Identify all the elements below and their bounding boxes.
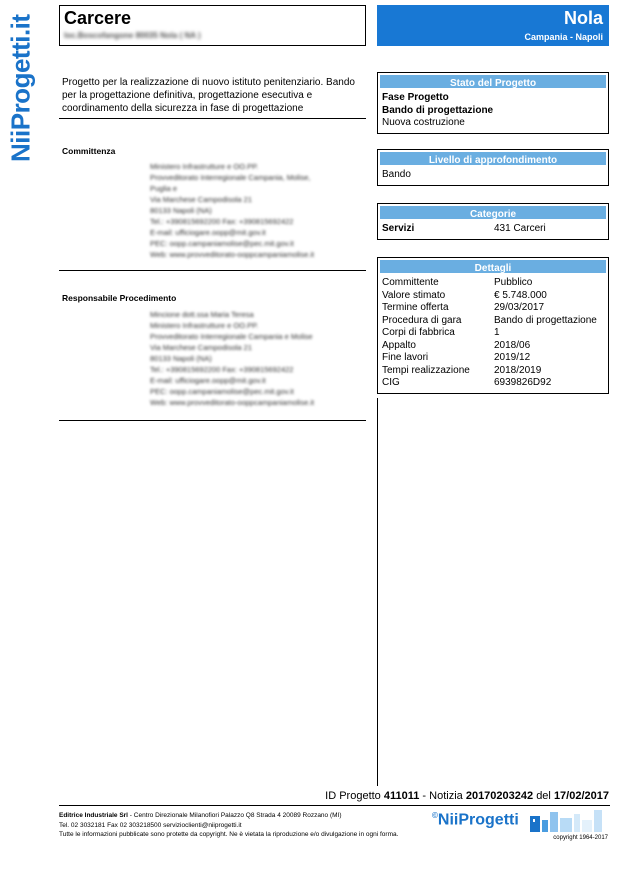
notizia-id: 20170203242 [465,790,534,802]
fase-label: Fase Progetto [382,92,449,103]
committenza-details: Ministero Infrastrutture e OO.PP. Provveditorato Interregionale Campania, Molise, Puglia e Via Marchese Campodisola 21 80133 Napoli (NA) Tel.: +390815692200 Fax: +390815692422 E-mail: ufficiogare.oopp@mit.gov.it PEC: oopp.campaniamolise@pec.mit.gov.it Web: www.provveditorato-ooppcampaniamolise.it [150,162,315,259]
committenza-label: Committenza [62,146,116,156]
vertical-brand-logo: NiiProgetti.it [5,14,36,162]
livello-panel [377,149,609,186]
categorie-panel [377,203,609,240]
dettagli-header: Dettagli [378,258,608,275]
project-title: Carcere [64,8,132,28]
notizia-date: 17/02/2017 [553,790,609,802]
footer-divider [59,805,610,806]
dettagli-row: Valore stimato € 5.748.000 [382,289,547,301]
project-address: loc.Boscofangone 80035 Nola ( NA ) [64,31,201,40]
categorie-value: 431 Carceri [494,223,546,234]
footer-rights: Tutte le informazioni pubblicate sono protette da copyright. Ne è vietata la riproduzione e/o divulgazione in ogni forma. [59,831,399,838]
dettagli-row: Procedura di gara Bando di progettazione [382,314,597,326]
stato-panel [377,72,609,134]
project-id: 411011 [383,790,420,802]
livello-value: Bando [382,169,411,180]
dettagli-row: Tempi realizzazione 2018/2019 [382,364,542,376]
dettagli-row: Appalto 2018/06 [382,339,531,351]
divider [59,118,366,119]
dettagli-row: Fine lavori 2019/12 [382,352,531,363]
building-logo-icon [528,810,608,832]
tipo-value: Nuova costruzione [382,117,465,128]
dettagli-row: CIG 6939826D92 [382,377,552,388]
categorie-header: Categorie [378,204,608,221]
fase-value: Bando di progettazione [382,104,494,116]
copyright-text: copyright 1964-2017 [553,835,608,841]
footer-address: - Centro Direzionale Milanofiori Palazzo Q8 Strada 4 20089 Rozzano (MI) [128,812,342,819]
categorie-key: Servizi [382,223,415,234]
stato-header: Stato del Progetto [378,73,608,90]
footer-info [59,811,399,840]
responsabile-label: Responsabile Procedimento [62,293,177,303]
dettagli-panel [377,257,609,394]
responsabile-details: Mincione dott.ssa Maria Teresa Ministero Infrastrutture e OO.PP. Provveditorato Interregionale Campania e Molise Via Marchese Campodisola 21 80133 Napoli (NA) Tel.: +390815692200 Fax: +390815692422 E-mail: ufficiogare.oopp@mit.gov.it PEC: oopp.campaniamolise@pec.mit.gov.it Web: www.provveditorato-ooppcampaniamolise.it [150,310,315,407]
column-divider [377,398,378,786]
footer-company: Editrice Industriale Srl [59,812,128,819]
divider [59,420,366,421]
project-description: Progetto per la realizzazione di nuovo istituto penitenziario. Bando per la progettazione definitiva, progettazione esecutiva e coordinamento della sicurezza in fase di progettazione [62,77,355,114]
dettagli-row: Termine offerta 29/03/2017 [382,302,545,313]
livello-header: Livello di approfondimento [378,150,608,167]
region-name: Campania - Napoli [524,32,603,42]
location-box [377,5,609,46]
dettagli-row: Committente Pubblico [382,277,533,288]
city-name: Nola [563,8,603,28]
footer-logo: ©NiiProgetti [432,811,519,829]
dettagli-row: Corpi di fabbrica 1 [382,327,500,338]
project-title-box [59,5,366,46]
project-id-line: ID Progetto 411011 - Notizia 20170203242 del 17/02/2017 [325,790,609,802]
footer-contacts: Tel. 02 3032181 Fax 02 303218500 servizioclienti@niiprogetti.it [59,821,242,829]
divider [59,270,366,271]
